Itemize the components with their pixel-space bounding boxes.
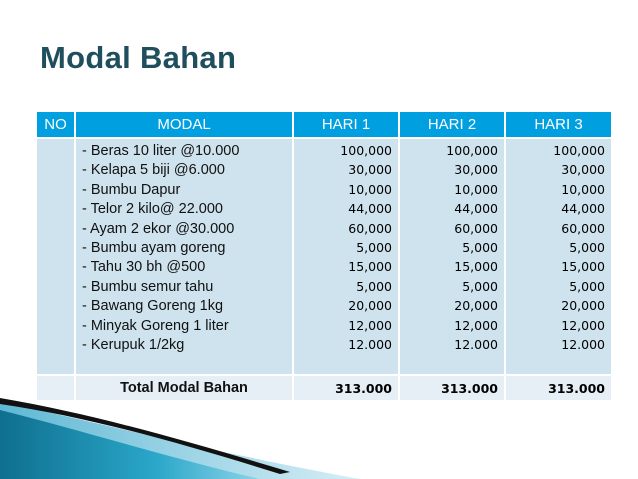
hari3-value: 10,000 bbox=[561, 181, 605, 197]
hari1-value: 5,000 bbox=[356, 240, 392, 256]
hari3-value: 5,000 bbox=[569, 240, 605, 256]
hari1-value: 12.000 bbox=[348, 337, 392, 353]
hari2-value: 100,000 bbox=[446, 143, 498, 158]
modal-item: - Telor 2 kilo@ 22.000 bbox=[82, 201, 223, 218]
hari3-value: 5,000 bbox=[569, 278, 605, 294]
hari-1-values bbox=[294, 139, 398, 354]
hari3-value: 30,000 bbox=[561, 162, 605, 178]
total-hari-2: 313.000 bbox=[399, 375, 505, 400]
slide-title: Modal Bahan bbox=[40, 40, 237, 75]
total-label: Total Modal Bahan bbox=[75, 375, 293, 400]
hari-3-cell bbox=[505, 138, 611, 375]
total-hari-1: 313.000 bbox=[293, 375, 399, 400]
decorative-swoosh bbox=[0, 380, 638, 479]
hari2-value: 15,000 bbox=[454, 259, 498, 275]
modal-item: - Beras 10 liter @10.000 bbox=[82, 143, 240, 159]
hari1-value: 44,000 bbox=[348, 201, 392, 217]
table-row bbox=[37, 138, 611, 375]
total-hari-3: 313.000 bbox=[505, 375, 611, 400]
hari1-value: 20,000 bbox=[348, 298, 392, 314]
header-hari-3: HARI 3 bbox=[505, 112, 611, 138]
hari2-value: 12,000 bbox=[454, 317, 498, 333]
hari3-value: 12.000 bbox=[561, 337, 605, 353]
hari2-value: 20,000 bbox=[454, 298, 498, 314]
hari3-value: 20,000 bbox=[561, 298, 605, 314]
modal-item: - Bawang Goreng 1kg bbox=[82, 298, 224, 315]
modal-item: - Minyak Goreng 1 liter bbox=[82, 317, 229, 334]
header-modal: MODAL bbox=[75, 112, 293, 138]
modal-item: - Bumbu semur tahu bbox=[82, 278, 214, 295]
hari3-value: 44,000 bbox=[561, 201, 605, 217]
hari2-value: 44,000 bbox=[454, 201, 498, 217]
hari3-value: 60,000 bbox=[561, 220, 605, 236]
hari3-value: 15,000 bbox=[561, 259, 605, 275]
modal-item: - Ayam 2 ekor @30.000 bbox=[82, 220, 235, 237]
hari1-value: 100,000 bbox=[340, 143, 392, 158]
hari-2-cell bbox=[399, 138, 505, 375]
no-cell bbox=[37, 138, 75, 375]
modal-items-cell bbox=[75, 138, 293, 375]
hari-1-cell bbox=[293, 138, 399, 375]
hari2-value: 5,000 bbox=[462, 240, 498, 256]
hari1-value: 10,000 bbox=[348, 181, 392, 197]
hari1-value: 12,000 bbox=[348, 317, 392, 333]
hari3-value: 100,000 bbox=[553, 143, 605, 158]
hari1-value: 5,000 bbox=[356, 278, 392, 294]
hari2-value: 10,000 bbox=[454, 181, 498, 197]
hari1-value: 60,000 bbox=[348, 220, 392, 236]
hari2-value: 5,000 bbox=[462, 278, 498, 294]
modal-item: - Tahu 30 bh @500 bbox=[82, 259, 206, 276]
modal-bahan-table bbox=[37, 112, 611, 400]
hari3-value: 12,000 bbox=[561, 317, 605, 333]
hari-2-values bbox=[400, 139, 504, 354]
header-no: NO bbox=[37, 112, 75, 138]
modal-items-list bbox=[76, 139, 292, 355]
modal-item: - Bumbu ayam goreng bbox=[82, 240, 226, 257]
table-header-row bbox=[37, 112, 611, 138]
hari2-value: 60,000 bbox=[454, 220, 498, 236]
header-hari-2: HARI 2 bbox=[399, 112, 505, 138]
hari-3-values bbox=[506, 139, 611, 354]
hari2-value: 30,000 bbox=[454, 162, 498, 178]
modal-item: - Kelapa 5 biji @6.000 bbox=[82, 162, 225, 179]
header-hari-1: HARI 1 bbox=[293, 112, 399, 138]
hari1-value: 15,000 bbox=[348, 259, 392, 275]
modal-item: - Bumbu Dapur bbox=[82, 181, 181, 198]
modal-item: - Kerupuk 1/2kg bbox=[82, 337, 185, 354]
hari2-value: 12.000 bbox=[454, 337, 498, 353]
hari1-value: 30,000 bbox=[348, 162, 392, 178]
